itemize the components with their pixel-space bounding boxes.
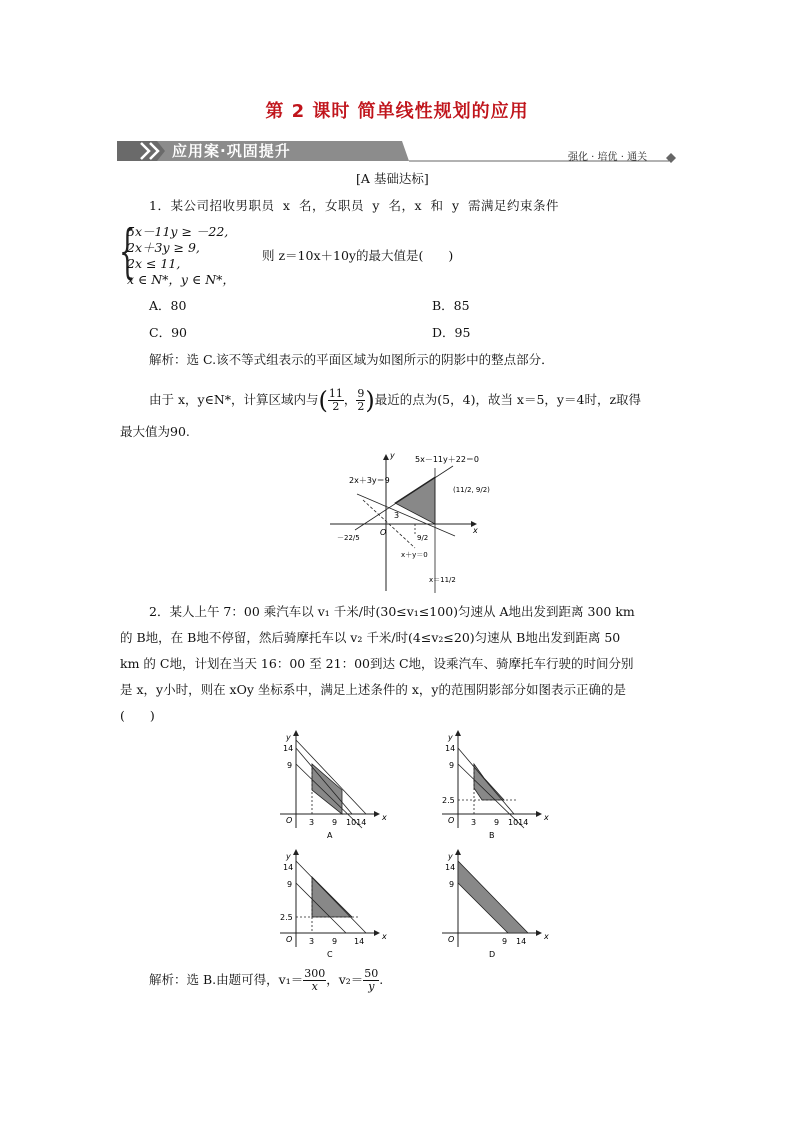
y-tick: 14 (445, 744, 456, 753)
q2-graph-d-region (458, 861, 528, 933)
y-tick: 9 (287, 880, 293, 889)
section-label: [A 基础达标] (356, 171, 429, 186)
y-tick: 14 (283, 744, 294, 753)
x-tick: 3 (309, 937, 315, 946)
page-title: 第 2 课时 简单线性规划的应用 (265, 101, 529, 122)
q1-y-axis-label: y (390, 451, 395, 460)
y-tick: 2.5 (280, 913, 293, 922)
y-tick: 14 (283, 863, 294, 872)
q2-line-5: ( ) (120, 708, 155, 723)
q1-option-b: B．85 (432, 298, 470, 313)
q1-tick-3: 3 (394, 511, 400, 520)
q1-option-d: D．95 (432, 325, 471, 340)
q1-fraction-9-2: $\frac{9}{2}$ (357, 387, 365, 413)
q1-shaded-region (395, 477, 435, 524)
y-tick: 14 (445, 863, 456, 872)
banner-tag: 强化 · 培优 · 通关 (568, 152, 648, 163)
q1-analysis-1: 解析：选 C.该不等式组表示的平面区域为如图所示的阴影中的整点部分． (149, 352, 554, 367)
y-tick: 2.5 (442, 796, 455, 805)
q1-point-label: (11/2, 9/2) (453, 486, 490, 494)
x-axis-label: x (382, 932, 387, 941)
x-axis-label: x (382, 813, 387, 822)
q1-option-a: A．80 (149, 298, 187, 313)
q1-analysis-2-pre: 由于 x，y∈N*，计算区域内与 (149, 392, 319, 407)
q1-constraint-3: 2x ≤ 11, (127, 256, 181, 271)
q2-analysis (149, 963, 383, 997)
x-tick: 14 (516, 937, 527, 946)
x-tick: 1014 (508, 818, 529, 827)
banner-label: 应用案·巩固提升 (172, 142, 291, 160)
q1-analysis-2-post: 最近的点为(5，4)，故当 x＝5，y＝4时，z取得 (374, 392, 642, 407)
q1-line-a-label: 5x－11y＋22＝0 (415, 455, 480, 464)
q1-line-c-label: x＋y＝0 (401, 551, 428, 559)
y-tick: 9 (287, 761, 293, 770)
q1-vertical-line-label: x＝11/2 (429, 576, 456, 584)
origin: O (448, 816, 455, 825)
x-tick: 9 (494, 818, 500, 827)
q1-analysis-3: 最大值为90. (120, 424, 190, 439)
q1-feasible-region-graph (325, 448, 505, 598)
graph-label: B (489, 831, 495, 840)
q1-tick-neg: －22/5 (337, 534, 360, 542)
y-axis-label: y (448, 852, 453, 861)
origin: O (286, 935, 293, 944)
constraint-brace: { (119, 217, 136, 285)
q2-graph-a (270, 728, 390, 840)
x-tick: 3 (309, 818, 315, 827)
q2-line-4: 是 x，y小时，则在 xOy 坐标系中，满足上述条件的 x，y的范围阴影部分如图表示正确的是 (120, 682, 626, 697)
q2-fraction-300-x: $\frac{300}{x}$ (304, 967, 326, 993)
x-tick: 9 (332, 818, 338, 827)
q2-graph-a-region (312, 764, 342, 814)
graph-label: A (327, 831, 333, 840)
graph-label: C (327, 950, 333, 959)
x-axis-label: x (544, 813, 549, 822)
q2-line-3: km 的 C地，计划在当天 16：00 至 21：00到达 C地，设乘汽车、骑摩托车行驶的时间分别 (120, 656, 634, 671)
q1-constraint-2: 2x＋3y ≥ 9, (127, 240, 200, 255)
x-tick: 9 (502, 937, 508, 946)
x-axis-label: x (544, 932, 549, 941)
q2-analysis-end: . (379, 972, 384, 987)
origin: O (286, 816, 293, 825)
q2-line-2: 的 B地，在 B地不停留，然后骑摩托车以 v₂ 千米/时(4≤v₂≤20)匀速从 B地出发到距离 50 (120, 630, 621, 645)
q2-graph-c (270, 847, 390, 959)
q2-analysis-pre: 解析：选 B.由题可得，v₁＝ (149, 972, 304, 987)
y-axis-label: y (448, 733, 453, 742)
q1-fraction-11-2: $\frac{11}{2}$ (328, 387, 343, 413)
q2-fraction-50-y: $\frac{50}{y}$ (364, 967, 379, 993)
q1-x-axis-label: x (473, 526, 478, 535)
x-tick: 1014 (346, 818, 367, 827)
x-tick: 9 (332, 937, 338, 946)
origin: O (448, 935, 455, 944)
q2-graph-c-region (312, 877, 352, 917)
q1-constraint-1: 5x－11y ≥ －22, (127, 224, 229, 239)
q1-option-c: C．90 (149, 325, 187, 340)
q1-stem: 1．某公司招收男职员 x 名，女职员 y 名，x 和 y 需满足约束条件 (149, 198, 559, 213)
q2-graph-b (432, 728, 552, 840)
y-axis-label: y (286, 852, 291, 861)
q2-analysis-mid: ，v₂＝ (326, 972, 364, 987)
q1-origin: O (380, 528, 387, 537)
q1-analysis-2: 由于 x，y∈N*，计算区域内与( $\frac{11}{2}$ ， $\frac{9}{2}$ )最近的点为(5，4)，故当 x＝5，y＝4时，z取得 (149, 386, 642, 415)
graph-label: D (489, 950, 496, 959)
q1-line-b-label: 2x＋3y＝9 (349, 476, 390, 485)
y-tick: 9 (449, 880, 455, 889)
q1-tick-9-2: 9/2 (417, 534, 429, 542)
y-axis-label: y (286, 733, 291, 742)
x-tick: 3 (471, 818, 477, 827)
q1-objective: 则 z＝10x＋10y的最大值是( ) (262, 248, 454, 263)
q1-constraint-4: x ∈ N*，y ∈ N*， (127, 272, 235, 287)
y-tick: 9 (449, 761, 455, 770)
q2-graph-d (432, 847, 552, 959)
q2-line-1: 2．某人上午 7：00 乘汽车以 v₁ 千米/时(30≤v₁≤100)匀速从 A地出发到距离 300 km (149, 604, 635, 619)
x-tick: 14 (354, 937, 365, 946)
